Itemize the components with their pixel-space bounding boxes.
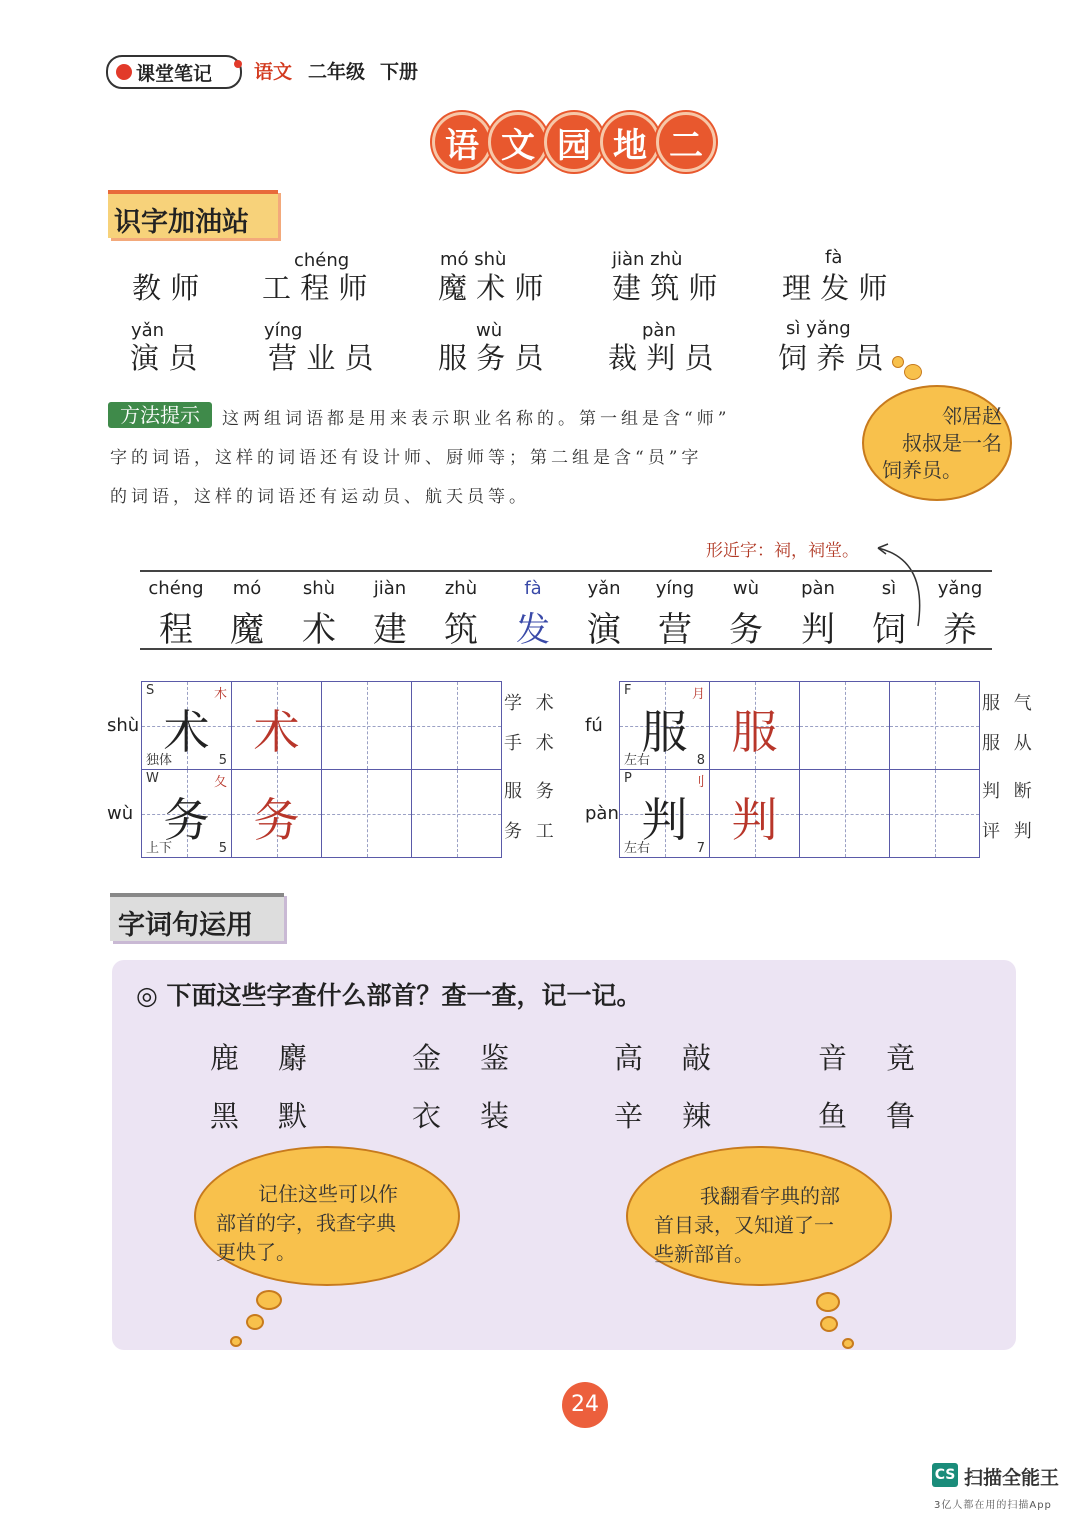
thought-bubble-left [194, 1146, 460, 1286]
radical-char: 鲁 [886, 1099, 916, 1133]
char-pinyin: sì [881, 578, 897, 599]
guide-line [322, 726, 411, 727]
char-pinyin: mó [232, 578, 262, 599]
section-header-usage [110, 893, 284, 941]
vocab-word: 演 员 [130, 341, 198, 375]
grid-cell-trace [709, 681, 800, 770]
char-glyph: 发 [516, 610, 550, 650]
pinyin: pàn [642, 320, 676, 341]
bubble-dot [892, 356, 904, 368]
trace-char: 术 [253, 705, 300, 759]
model-char: 判 [641, 793, 688, 847]
thought-dot [820, 1316, 838, 1332]
radical-char: 鉴 [480, 1041, 510, 1075]
char-glyph: 演 [587, 610, 621, 650]
grid-cell-trace [231, 769, 322, 858]
radical: 木 [213, 687, 227, 702]
thought-dot [256, 1290, 282, 1310]
trace-char: 服 [731, 705, 778, 759]
guide-line [890, 814, 979, 815]
stroke-count: 7 [696, 841, 705, 856]
char-pinyin: shù [302, 578, 336, 599]
char-glyph: 营 [658, 610, 692, 650]
char-glyph: 魔 [230, 610, 264, 650]
structure: 左右 [624, 753, 651, 768]
stroke-count: 5 [218, 841, 227, 856]
vocab-word: 营 业 员 [268, 341, 374, 375]
grid-cell-blank[interactable] [321, 681, 412, 770]
grid-cell-blank[interactable] [889, 681, 980, 770]
char-glyph: 判 [801, 610, 835, 650]
guide-line [890, 726, 979, 727]
radical-char: 竟 [886, 1041, 916, 1075]
page-title [436, 112, 716, 172]
brand-badge [106, 55, 242, 89]
thought-dot [842, 1338, 854, 1349]
brand-name: 课堂笔记 [136, 62, 213, 85]
tip-label: 方法提示 [108, 402, 212, 428]
model-char: 术 [163, 705, 210, 759]
guide-line [322, 814, 411, 815]
radical-char: 装 [480, 1099, 510, 1133]
title-char: 地 [600, 112, 660, 172]
structure: 上下 [146, 841, 173, 856]
radical-char: 金 [412, 1041, 442, 1075]
vocab-word: 理 发 师 [782, 271, 888, 305]
grid-pinyin: shù [107, 715, 140, 736]
vocab-word: 魔 术 师 [438, 271, 544, 305]
guide-line [412, 814, 501, 815]
char-pinyin: yǎng [937, 578, 983, 599]
similar-char-hint: 形近字：祠，祠堂。 [706, 541, 859, 561]
char-pinyin: pàn [801, 578, 835, 599]
pinyin: jiàn zhù [612, 249, 683, 270]
structure: 左右 [624, 841, 651, 856]
grade: 二年级 [308, 61, 366, 83]
radical-char: 辣 [682, 1099, 712, 1133]
index-letter: W [146, 771, 159, 786]
pinyin: sì yǎng [786, 318, 851, 339]
char-pinyin: zhù [444, 578, 478, 599]
bubble-dot [904, 364, 922, 380]
tip-line: 的词语，这样的词语还有运动员、航天员等。 [110, 487, 530, 507]
grid-cell-blank[interactable] [799, 681, 890, 770]
speech-bubble [862, 385, 1012, 501]
page-number: 24 [562, 1382, 608, 1428]
radical-char: 默 [278, 1099, 308, 1133]
thought-line: 首目录，又知道了一 [654, 1213, 834, 1237]
thought-line: 更快了。 [216, 1240, 296, 1264]
char-pinyin: wù [732, 578, 760, 599]
brand-tail-icon [234, 60, 242, 68]
char-glyph: 筑 [444, 610, 478, 650]
stroke-count: 8 [696, 753, 705, 768]
vocab-word: 服 务 员 [438, 341, 544, 375]
example-word: 服 从 [982, 733, 1036, 754]
thought-line: 些新部首。 [654, 1242, 754, 1266]
grid-cell-model [619, 769, 710, 858]
brand-dot-icon [116, 64, 132, 80]
thought-dot [816, 1292, 840, 1312]
grid-cell-blank[interactable] [889, 769, 980, 858]
subject: 语文 [254, 61, 293, 83]
radical-char: 衣 [412, 1099, 442, 1133]
char-glyph: 养 [943, 610, 977, 650]
watermark-tag: 3亿人都在用的扫描App [934, 1500, 1052, 1511]
thought-line: 记住这些可以作 [258, 1182, 398, 1206]
pinyin: fà [825, 247, 843, 268]
example-word: 评 判 [982, 821, 1036, 842]
grid-pinyin: pàn [585, 803, 619, 824]
exercise-question: ◎ 下面这些字查什么部首？查一查，记一记。 [136, 981, 642, 1010]
index-letter: P [624, 771, 632, 786]
bubble-line: 饲养员。 [882, 458, 962, 482]
watermark-name: 扫描全能王 [964, 1467, 1060, 1489]
pinyin: chéng [294, 250, 350, 271]
thought-line: 我翻看字典的部 [700, 1184, 840, 1208]
guide-line [800, 726, 889, 727]
guide-line [412, 726, 501, 727]
char-pinyin: fà [524, 578, 542, 599]
grid-pinyin: fú [585, 715, 603, 736]
pinyin: yíng [264, 320, 303, 341]
grid-cell-blank[interactable] [321, 769, 412, 858]
radical-char: 鱼 [818, 1099, 848, 1133]
char-glyph: 术 [302, 610, 336, 650]
radical-char: 高 [614, 1041, 644, 1075]
example-word: 学 术 [504, 693, 558, 714]
grid-cell-blank[interactable] [799, 769, 890, 858]
example-word: 服 务 [504, 781, 558, 802]
char-glyph: 程 [159, 610, 193, 650]
example-word: 手 术 [504, 733, 558, 754]
radical: 夂 [213, 775, 227, 790]
vocab-word: 教 师 [132, 271, 200, 305]
pinyin: mó shù [440, 249, 507, 270]
bubble-line: 邻居赵 [942, 404, 1002, 428]
radical-char: 敲 [682, 1041, 712, 1075]
grid-cell-model [141, 681, 232, 770]
vocab-word: 建 筑 师 [612, 271, 718, 305]
grid-cell-blank[interactable] [411, 681, 502, 770]
radical: 刂 [691, 775, 705, 790]
thought-line: 部首的字，我查字典 [216, 1211, 396, 1235]
guide-line [800, 814, 889, 815]
example-word: 务 工 [504, 821, 558, 842]
title-char: 文 [488, 112, 548, 172]
tip-line: 字的词语，这样的词语还有设计师、厨师等；第二组是含“员”字 [110, 448, 703, 468]
char-pinyin: yǎn [587, 578, 621, 599]
exercise-panel [112, 960, 1016, 1350]
example-word: 服 气 [982, 693, 1036, 714]
thought-bubble-right [626, 1146, 892, 1286]
volume: 下册 [380, 61, 419, 83]
section-label: 字词句运用 [118, 910, 253, 941]
camscanner-logo: CS [932, 1463, 958, 1487]
char-glyph: 务 [729, 610, 763, 650]
grid-cell-model [619, 681, 710, 770]
radical-char: 辛 [614, 1099, 644, 1133]
char-glyph: 饲 [872, 610, 906, 650]
grid-cell-blank[interactable] [411, 769, 502, 858]
grid-cell-model [141, 769, 232, 858]
radical: 月 [691, 687, 705, 702]
pinyin: yǎn [131, 320, 165, 341]
grid-pinyin: wù [107, 803, 134, 824]
trace-char: 务 [253, 793, 300, 847]
char-glyph: 建 [373, 610, 407, 650]
thought-dot [230, 1336, 242, 1347]
section-label: 识字加油站 [114, 207, 249, 238]
stroke-count: 5 [218, 753, 227, 768]
index-letter: S [146, 683, 155, 698]
char-pinyin: jiàn [373, 578, 407, 599]
char-pinyin: chéng [148, 578, 204, 599]
model-char: 务 [163, 793, 210, 847]
vocab-word: 工 程 师 [262, 271, 368, 305]
tip-line: 这两组词语都是用来表示职业名称的。第一组是含“师” [222, 409, 731, 429]
radical-char: 麝 [278, 1041, 308, 1075]
vocab-word: 饲 养 员 [778, 341, 884, 375]
rule-top [140, 570, 992, 572]
radical-char: 音 [818, 1041, 848, 1075]
bubble-line: 叔叔是一名 [902, 431, 1002, 455]
radical-char: 鹿 [210, 1041, 240, 1075]
example-word: 判 断 [982, 781, 1036, 802]
vocab-word: 裁 判 员 [608, 341, 714, 375]
radical-char: 黑 [210, 1099, 240, 1133]
structure: 独体 [146, 753, 173, 768]
char-pinyin: yíng [655, 578, 695, 599]
grid-cell-trace [709, 769, 800, 858]
grid-cell-trace [231, 681, 322, 770]
thought-dot [246, 1314, 264, 1330]
title-char: 二 [656, 112, 716, 172]
title-char: 语 [432, 112, 492, 172]
trace-char: 判 [731, 793, 778, 847]
title-char: 园 [544, 112, 604, 172]
section-header-literacy [108, 190, 278, 238]
model-char: 服 [641, 705, 688, 759]
pinyin: wù [476, 320, 503, 341]
index-letter: F [624, 683, 632, 698]
